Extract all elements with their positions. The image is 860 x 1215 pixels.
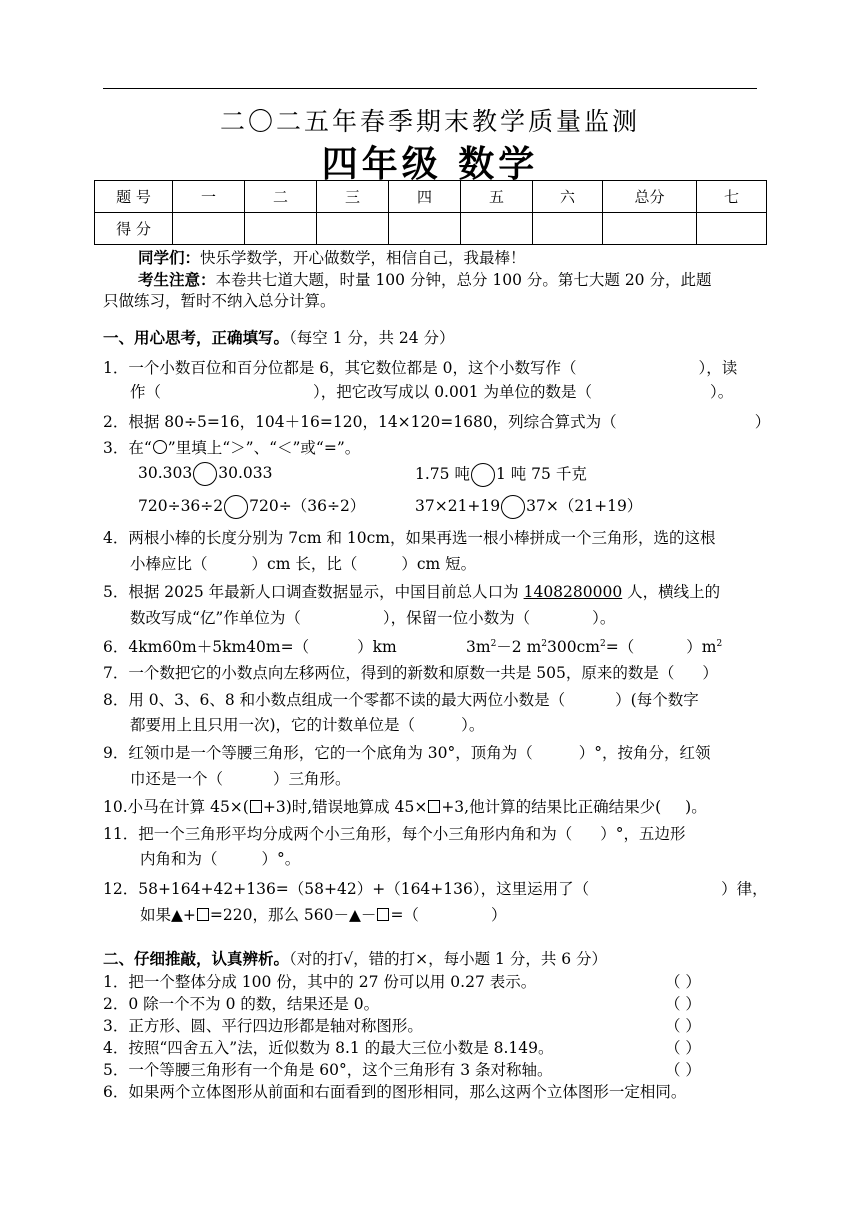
score-blank-cell[interactable] (603, 213, 697, 245)
q6-part: －2 m (496, 638, 542, 656)
students-message (138, 246, 526, 268)
question-11a (103, 822, 686, 844)
q2-text: 2．根据 80÷5=16，104＋16=120，14×120=1680，列综合算式为（ (103, 413, 617, 431)
students-text: 快乐学数学，开心做数学，相信自己，我最棒！ (200, 249, 526, 267)
q11a-text: 11．把一个三角形平均分成两个小三角形，每个小三角形内角和为（ (103, 825, 573, 843)
score-cell: 七 (697, 181, 767, 213)
q10-end: )。 (685, 798, 707, 816)
q3-row2-left (138, 494, 365, 519)
score-cell: 一 (173, 181, 245, 213)
judge-item: 3．正方形、圆、平行四边形都是轴对称图形。 (103, 1017, 423, 1035)
judge-item: 4．按照“四舍五入”法，近似数为 8.1 的最大三位小数是 8.149。 (103, 1039, 554, 1057)
compare-circle[interactable] (224, 495, 248, 519)
q3-expr: 720÷（36÷2） (249, 497, 366, 515)
q11b-end: ）°。 (261, 850, 301, 868)
question-1a (103, 356, 737, 378)
question-4a: 4．两根小棒的长度分别为 7cm 和 10cm，如果再选一根小棒拼成一个三角形，选的这根 (103, 529, 716, 547)
square-box-icon (428, 800, 440, 813)
q12a-end: ）律， (721, 880, 768, 898)
q1b-text: 作（ (130, 383, 162, 401)
section2-title: 二、仔细推敲，认真辨析。 (103, 949, 290, 968)
notice-text: 本卷共七道大题，时量 100 分钟，总分 100 分。第七大题 20 分，此题 (215, 271, 712, 289)
question-7 (103, 661, 718, 683)
q5a-pre: 5．根据 2025 年最新人口调查数据显示，中国目前总人口为 (103, 583, 524, 601)
q6-part: =（ (605, 638, 635, 656)
question-9a (103, 741, 711, 763)
q12a-text: 12．58+164+42+136=（58+42）+（164+136），这里运用了（ (103, 880, 590, 898)
question-4b (130, 552, 476, 574)
judge-item: 1．把一个整体分成 100 份，其中的 27 份可以用 0.27 表示。 (103, 973, 537, 991)
square-box-icon (250, 800, 262, 813)
compare-circle[interactable] (193, 462, 217, 486)
score-cell: 总分 (603, 181, 697, 213)
score-blank-cell[interactable] (461, 213, 533, 245)
q4b-end: ）cm 短。 (401, 555, 477, 573)
question-8a (103, 688, 699, 710)
question-11b (140, 847, 300, 869)
q5b-mid: ），保留一位小数为（ (382, 609, 531, 627)
question-1b (130, 380, 733, 402)
q7-text: 7．一个数把它的小数点向左移两位，得到的新数和原数一共是 505，原来的数是（ (103, 664, 675, 682)
q12b-text: =（ (390, 906, 419, 924)
score-blank-cell[interactable] (697, 213, 767, 245)
score-blank-cell[interactable] (245, 213, 317, 245)
q8b-end: ）。 (461, 716, 485, 734)
q11b-text: 内角和为（ (140, 850, 218, 868)
population-number: 1408280000 (523, 583, 623, 601)
q5b-text: 数改写成“亿”作单位为（ (130, 609, 301, 627)
exam-subtitle: 二〇二五年春季期末教学质量监测 (219, 107, 640, 136)
question-12b (140, 903, 506, 925)
q9a-text: 9．红领巾是一个等腰三角形，它的一个底角为 30°，顶角为（ (103, 744, 533, 762)
question-8b (130, 713, 484, 735)
students-label: 同学们： (138, 248, 201, 267)
q3-row1-left (138, 462, 273, 486)
question-9b (130, 767, 351, 789)
q12b-text: =220，那么 560－▲－ (209, 906, 377, 924)
score-cell: 三 (317, 181, 389, 213)
question-5b (130, 606, 615, 628)
q6-part: 300cm (547, 638, 600, 656)
q3-pre: 3．在“ (103, 439, 152, 457)
score-table-score-row (95, 213, 767, 245)
q5a-post: 人，横线上的 (622, 583, 721, 601)
score-table (94, 180, 767, 245)
q3-expr: 37×（21+19） (526, 497, 643, 515)
question-2 (103, 410, 770, 432)
q8a-text: 8．用 0、3、6、8 和小数点组成一个零都不读的最大两位小数是（ (103, 691, 566, 709)
judge-answer-paren[interactable]: （ ） (665, 1061, 701, 1079)
q1b-end: ）。 (710, 383, 734, 401)
q1a-text: 1．一个小数百位和百分位都是 6，其它数位都是 0，这个小数写作（ (103, 359, 577, 377)
q9a-end: ）°，按角分，红领 (578, 744, 711, 762)
q3-expr: 30.033 (218, 464, 273, 482)
compare-circle[interactable] (501, 495, 525, 519)
judge-item: 6．如果两个立体图形从前面和右面看到的图形相同，那么这两个立体图形一定相同。 (103, 1083, 687, 1101)
q6-part: ）m (686, 638, 717, 656)
q6-left-text: 6．4km60m＋5km40m=（ (103, 638, 310, 656)
score-blank-cell[interactable] (533, 213, 603, 245)
judge-answer-paren[interactable]: （ ） (665, 1039, 701, 1057)
q3-expr: 30.303 (138, 464, 193, 482)
exam-title: 四年级 数学 (321, 143, 539, 185)
circle-icon (153, 440, 167, 454)
q12b-text: 如果▲+ (140, 906, 196, 924)
q9b-end: ）三角形。 (273, 770, 351, 788)
q2-end: ） (754, 413, 771, 431)
q3-row1-right (415, 462, 587, 487)
notice-line-1 (138, 268, 711, 290)
section1-note: （每空 1 分，共 24 分） (289, 329, 455, 347)
question-12a (103, 877, 768, 899)
question-10 (103, 795, 707, 817)
q3-expr: 1 吨 75 千克 (495, 465, 587, 483)
q1a-end: ），读 (698, 359, 738, 377)
q6-left-end: ）km (357, 638, 397, 656)
question-3 (103, 436, 360, 458)
section1-title: 一、用心思考，正确填写。 (103, 328, 290, 347)
question-6-right (466, 635, 722, 657)
judge-item: 2．0 除一个不为 0 的数，结果还是 0。 (103, 995, 380, 1013)
q1b-mid: ），把它改写成以 0.001 为单位的数是（ (313, 383, 592, 401)
q6-sup: 2 (490, 638, 497, 649)
question-5a (103, 580, 720, 602)
q4b-mid: ）cm 长，比（ (251, 555, 358, 573)
judge-answer-paren[interactable]: （ ） (665, 995, 701, 1013)
q9b-text: 巾还是一个（ (130, 770, 224, 788)
q3-row2-right (415, 494, 642, 519)
q3-post: ”里填上“＞”、“＜”或“=”。 (167, 439, 361, 457)
score-cell: 题 号 (95, 181, 173, 213)
header-rule (103, 88, 757, 89)
section2-heading (103, 947, 607, 969)
q7-end: ） (702, 664, 718, 682)
notice-line-2: 只做练习，暂时不纳入总分计算。 (103, 292, 336, 310)
q3-expr: 1.75 吨 (415, 465, 470, 483)
score-blank-cell[interactable] (173, 213, 245, 245)
judge-answer-paren[interactable]: （ ） (665, 1017, 701, 1035)
score-cell: 四 (389, 181, 461, 213)
section2-note: （对的打√，错的打×，每小题 1 分，共 6 分） (289, 950, 608, 968)
q3-expr: 720÷36÷2 (138, 497, 224, 515)
notice-label: 考生注意： (138, 270, 216, 289)
q3-expr: 37×21+19 (415, 497, 501, 515)
score-cell: 五 (461, 181, 533, 213)
q6-sup: 2 (716, 638, 723, 649)
section1-heading (103, 326, 455, 348)
question-6-left (103, 635, 397, 657)
compare-circle[interactable] (471, 463, 495, 487)
q12b-close: ） (490, 906, 507, 924)
q4b-text: 小棒应比（ (130, 555, 208, 573)
q5b-end: ）。 (592, 609, 616, 627)
score-blank-cell[interactable] (317, 213, 389, 245)
score-blank-cell[interactable] (389, 213, 461, 245)
square-box-icon (377, 908, 389, 921)
q6-sup: 2 (600, 638, 606, 649)
score-table-header-row (95, 181, 767, 213)
judge-item: 5．一个等腰三角形有一个角是 60°，这个三角形有 3 条对称轴。 (103, 1061, 553, 1079)
score-cell: 六 (533, 181, 603, 213)
score-row-label: 得 分 (95, 213, 173, 245)
judge-answer-paren[interactable]: （ ） (665, 973, 701, 991)
q8b-text: 都要用上且只用一次)，它的计数单位是（ (130, 716, 416, 734)
score-cell: 二 (245, 181, 317, 213)
q10-text: +3)时,错误地算成 45× (262, 798, 428, 816)
square-box-icon (197, 908, 209, 921)
q11a-end: ）°，五边形 (600, 825, 686, 843)
q8a-end: ）(每个数字 (615, 691, 699, 709)
q6-sup: 2 (541, 638, 548, 649)
q6-part: 3m (466, 638, 491, 656)
q10-text: +3,他计算的结果比正确结果少( (441, 798, 662, 816)
q10-text: 10.小马在计算 45×( (103, 798, 249, 816)
